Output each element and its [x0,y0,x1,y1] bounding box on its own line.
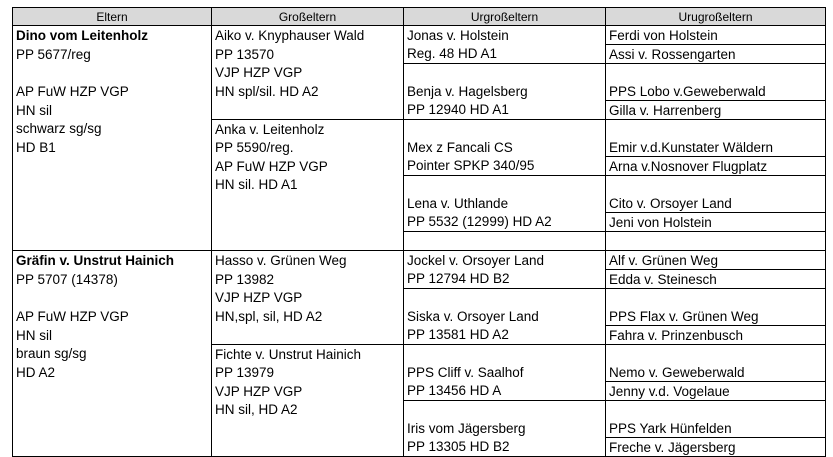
parent-cell: AP FuW HZP VGP [13,307,212,326]
grandparent-cell [212,101,404,120]
grandparent-cell: Fichte v. Unstrut Hainich [212,345,404,364]
table-row [13,194,826,213]
table-row [13,138,826,157]
table-row [13,101,826,120]
grandparent-cell: PP 13979 [212,363,404,382]
great-grandparent-cell: Jonas v. Holstein [404,26,606,45]
great-great-grandparent-cell: Arna v.Nosnover Flugplatz [606,157,826,176]
great-grandparent-cell: PP 12940 HD A1 [404,101,606,120]
table-row [13,363,826,382]
great-great-grandparent-cell: Edda v. Steinesch [606,270,826,289]
great-grandparent-cell: PP 13581 HD A2 [404,326,606,345]
parent-cell: HD A2 [13,363,212,382]
table-row [13,401,826,420]
great-great-grandparent-cell: Assi v. Rossengarten [606,45,826,64]
great-grandparent-cell: Mex z Fancali CS [404,138,606,157]
great-grandparent-cell: Jockel v. Orsoyer Land [404,251,606,270]
parent-cell [13,194,212,213]
great-grandparent-cell: PP 12794 HD B2 [404,270,606,289]
great-grandparent-cell [404,345,606,364]
parent-cell [13,382,212,401]
grandparent-cell: HN spl/sil. HD A2 [212,82,404,101]
parent-cell: AP FuW HZP VGP [13,82,212,101]
great-great-grandparent-cell: Nemo v. Geweberwald [606,363,826,382]
great-grandparent-cell: Benja v. Hagelsberg [404,82,606,101]
parent-cell: HN sil [13,101,212,120]
parent-cell: HN sil [13,326,212,345]
header-great-great-grandparents: Urugroßeltern [606,8,826,26]
grandparent-cell: HN sil. HD A1 [212,176,404,195]
table-row [13,289,826,308]
table-row [13,26,826,45]
great-great-grandparent-cell: Alf v. Grünen Weg [606,251,826,270]
great-great-grandparent-cell: Cito v. Orsoyer Land [606,194,826,213]
parent-cell [13,64,212,83]
grandparent-cell: Anka v. Leitenholz [212,120,404,139]
great-great-grandparent-cell: Ferdi von Holstein [606,26,826,45]
grandparent-cell: Hasso v. Grünen Weg [212,251,404,270]
grandparent-cell: HN,spl, sil, HD A2 [212,307,404,326]
grandparent-cell: PP 5590/reg. [212,138,404,157]
great-grandparent-cell [404,176,606,195]
table-row [13,345,826,364]
great-great-grandparent-cell: Jeni von Holstein [606,213,826,232]
great-grandparent-cell [404,289,606,308]
header-row [13,8,826,26]
table-row [13,45,826,64]
grandparent-cell: VJP HZP VGP [212,382,404,401]
pedigree-table [12,7,826,457]
great-great-grandparent-cell: Emir v.d.Kunstater Wäldern [606,138,826,157]
parent-cell: braun sg/sg [13,345,212,364]
table-row [13,120,826,139]
table-row [13,157,826,176]
great-great-grandparent-cell [606,176,826,195]
parent-cell [13,438,212,457]
great-grandparent-cell: PPS Cliff v. Saalhof [404,363,606,382]
parent-cell: HD B1 [13,138,212,157]
grandparent-cell: PP 13982 [212,270,404,289]
parent-cell: schwarz sg/sg [13,120,212,139]
great-grandparent-cell: Siska v. Orsoyer Land [404,307,606,326]
table-row [13,82,826,101]
parent-cell [13,176,212,195]
table-row [13,251,826,270]
grandparent-cell: AP FuW HZP VGP [212,157,404,176]
grandparent-cell [212,326,404,345]
grandparent-cell: VJP HZP VGP [212,289,404,308]
parent-cell: PP 5707 (14378) [13,270,212,289]
great-grandparent-cell [404,64,606,83]
great-grandparent-cell: PP 5532 (12999) HD A2 [404,213,606,232]
grandparent-cell [212,232,404,251]
great-great-grandparent-cell [606,64,826,83]
great-grandparent-cell [404,232,606,251]
parent-cell: Dino vom Leitenholz [13,26,212,45]
great-grandparent-cell [404,401,606,420]
parent-cell [13,232,212,251]
table-row [13,64,826,83]
great-great-grandparent-cell [606,289,826,308]
table-row [13,382,826,401]
great-great-grandparent-cell [606,401,826,420]
parent-cell [13,213,212,232]
grandparent-cell: VJP HZP VGP [212,64,404,83]
great-great-grandparent-cell [606,345,826,364]
parent-cell: PP 5677/reg [13,45,212,64]
great-great-grandparent-cell: Fahra v. Prinzenbusch [606,326,826,345]
great-grandparent-cell [404,120,606,139]
great-great-grandparent-cell: PPS Flax v. Grünen Weg [606,307,826,326]
grandparent-cell [212,419,404,438]
parent-cell [13,157,212,176]
table-row [13,419,826,438]
great-great-grandparent-cell: Gilla v. Harrenberg [606,101,826,120]
great-great-grandparent-cell [606,120,826,139]
header-grandparents: Großeltern [212,8,404,26]
header-parents: Eltern [13,8,212,26]
parent-cell: Gräfin v. Unstrut Hainich [13,251,212,270]
table-row [13,438,826,457]
table-row [13,270,826,289]
grandparent-cell [212,213,404,232]
table-row [13,307,826,326]
great-great-grandparent-cell: PPS Yark Hünfelden [606,419,826,438]
parent-cell [13,289,212,308]
table-row [13,176,826,195]
grandparent-cell: HN sil, HD A2 [212,401,404,420]
great-grandparent-cell: PP 13305 HD B2 [404,438,606,457]
grandparent-cell [212,194,404,213]
table-row [13,326,826,345]
grandparent-cell: PP 13570 [212,45,404,64]
great-great-grandparent-cell: Freche v. Jägersberg [606,438,826,457]
parent-cell [13,401,212,420]
table-row [13,232,826,251]
great-grandparent-cell: PP 13456 HD A [404,382,606,401]
great-great-grandparent-cell: PPS Lobo v.Geweberwald [606,82,826,101]
great-grandparent-cell: Lena v. Uthlande [404,194,606,213]
great-grandparent-cell: Iris vom Jägersberg [404,419,606,438]
great-grandparent-cell: Pointer SPKP 340/95 [404,157,606,176]
header-great-grandparents: Urgroßeltern [404,8,606,26]
great-grandparent-cell: Reg. 48 HD A1 [404,45,606,64]
great-great-grandparent-cell [606,232,826,251]
grandparent-cell: Aiko v. Knyphauser Wald [212,26,404,45]
grandparent-cell [212,438,404,457]
table-row [13,213,826,232]
parent-cell [13,419,212,438]
great-great-grandparent-cell: Jenny v.d. Vogelaue [606,382,826,401]
